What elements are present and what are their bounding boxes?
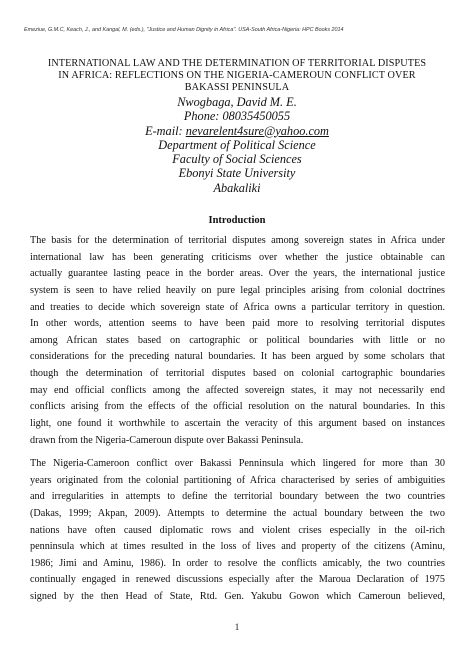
paragraph-line: conflicts arising from the effects of the official resolution on the natural boundaries. In this xyxy=(30,401,445,413)
author-email-line xyxy=(40,124,434,138)
email-link[interactable]: nevarelent4sure@yahoo.com xyxy=(185,123,329,138)
paragraph-line: and treaties to decide which sovereign state of Africa owns a particular territory in question. xyxy=(30,301,445,313)
paragraph-line: In other words, attention seems to have been paid more to resolving territorial disputes xyxy=(30,318,445,330)
affiliation-line: Faculty of Social Sciences xyxy=(172,152,302,167)
paragraph-line: continually engaged in renewed discussions especially after the Maroua Declaration of 1975 xyxy=(30,574,445,586)
author-block xyxy=(40,95,434,195)
section-heading: Introduction xyxy=(208,215,266,226)
paragraph-line: system is seen to have relied heavily on pure legal principles arising from colonial doctrines xyxy=(30,284,445,296)
paragraph-line: though the determination of territorial disputes based on colonial cartographic boundaries xyxy=(30,368,445,380)
paragraph-line: drawn from the Nigeria-Cameroun dispute over Bakassi Peninsula. xyxy=(30,434,304,446)
paragraph-line: and irregularities in attempts to define the territorial boundary between the two countries xyxy=(30,491,445,503)
paragraph-line: 1986; Jimi and Aminu, 1986). In order to resolve the conflicts amicably, the two countries xyxy=(30,557,445,569)
paragraph-line: nations have often caused diplomatic rows and violent crises especially in the oil-rich xyxy=(30,524,445,536)
title-line: INTERNATIONAL LAW AND THE DETERMINATION OF TERRITORIAL DISPUTES xyxy=(47,58,427,69)
author-name: Nwogbaga, David M. E. xyxy=(177,95,297,109)
affiliation-line: Abakaliki xyxy=(213,180,261,195)
title-line: IN AFRICA: REFLECTIONS ON THE NIGERIA-CAMEROUN CONFLICT OVER xyxy=(58,70,416,81)
title-line: BAKASSI PENINSULA xyxy=(184,82,290,93)
email-label: E-mail: xyxy=(145,123,186,138)
author-phone: Phone: 08035450055 xyxy=(183,109,291,124)
paragraph-line: light, one found it worthwhile to ascertain the veracity of this argument based on instances xyxy=(30,418,445,430)
affiliation-line: Department of Political Science xyxy=(158,137,316,152)
paper-title xyxy=(40,58,434,94)
paragraph-line: actually guarantee lasting peace in the border areas. Over the years, the international justice xyxy=(30,268,445,280)
paragraph-line: (Dakas, 1999; Akpan, 2009). Attempts to determine the actual boundary between the two xyxy=(30,507,445,519)
paragraph-line: international law has been generating criticisms over whether the justice obtainable can xyxy=(30,251,445,263)
body-paragraph xyxy=(30,456,445,606)
paragraph-line: considerations for the preceding natural boundaries. It has been argued by some scholars that xyxy=(30,351,445,363)
page-number: 1 xyxy=(234,622,240,632)
paragraph-line: penninsula which at times resulted in the loss of lives and property of the citizens (Aminu, xyxy=(30,541,445,553)
paragraph-line: may end official conflicts among the affected sovereign states, it may not necessarily end xyxy=(30,384,445,396)
running-header: Emeziue, G.M.C, Keach, J., and Kangal, M. (eds.), "Justice and Human Dignity in Africa". USA-South Africa-Nigeria: HPC Books 2014 xyxy=(24,27,344,33)
affiliation-line: Ebonyi State University xyxy=(178,166,296,181)
paragraph-line: The basis for the determination of territorial disputes among sovereign states in Africa under xyxy=(30,235,445,246)
paragraph-line: years originated from the colonial partitioning of Africa characterised by series of ambiguities xyxy=(30,474,445,486)
paragraph-line: signed by the then Head of State, Rtd. Gen. Yakubu Gowon which Cameroun believed, xyxy=(30,591,445,603)
body-paragraph xyxy=(30,233,445,449)
paragraph-line: The Nigeria-Cameroon conflict over Bakassi Penninsula which lingered for more than 30 xyxy=(30,458,445,469)
paragraph-line: among African states based on cartographic or political boundaries with little or no xyxy=(30,334,445,346)
